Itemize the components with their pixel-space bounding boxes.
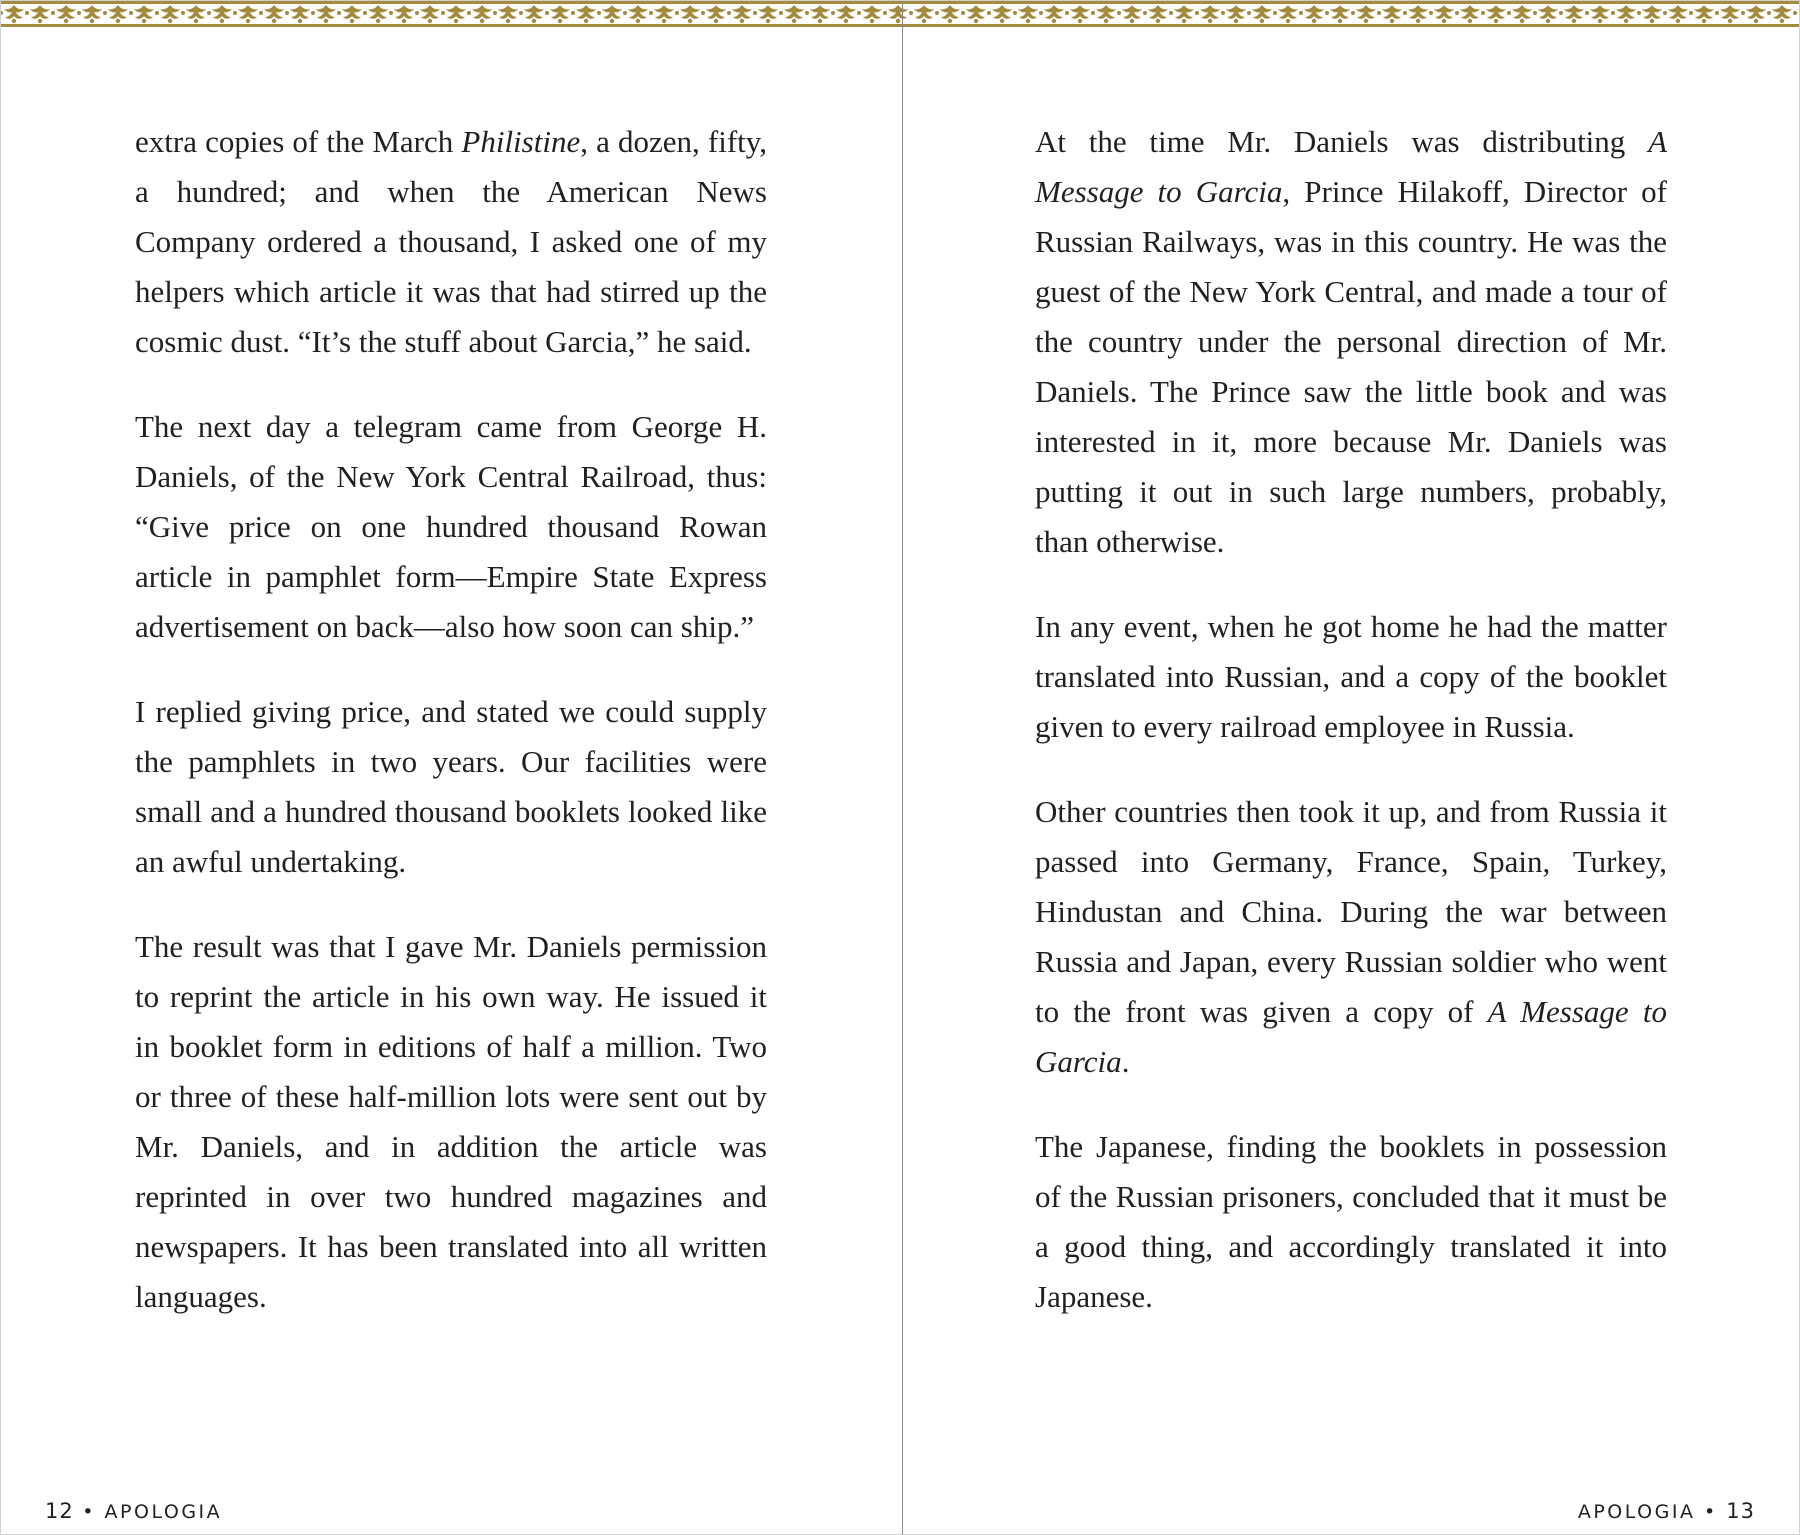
left-page-body [135, 117, 767, 1357]
text-run: The next day a telegram came from George H. Daniels, of the New York Central Railroad, thus: “Give price on one hundred thousand Rowan article in pamphlet form—Empire State Express advertisement on back—also how soon can ship.” [135, 409, 767, 644]
page-number: 12 [45, 1499, 74, 1523]
right-paragraph-1 [1035, 117, 1667, 567]
folio-separator: • [1704, 1501, 1718, 1523]
right-paragraph-4 [1035, 1122, 1667, 1322]
text-run: , Prince Hilakoff, Director of Russian Railways, was in this country. He was the guest of the New York Central, and made a tour of the country under the personal direction of Mr. Daniels. The Prince saw the little book and was interested in it, more because Mr. Daniels was putting it out in such large numbers, probably, than otherwise. [1035, 174, 1667, 559]
page-number: 13 [1726, 1499, 1755, 1523]
right-folio [1578, 1499, 1755, 1523]
text-run: The result was that I gave Mr. Daniels permission to reprint the article in his own way. He issued it in booklet form in editions of half a million. Two or three of these half-million lots were sent out by Mr. Daniels, and in addition the article was reprinted in over two hundred magazines and newspapers. It has been translated into all written languages. [135, 929, 767, 1314]
folio-separator: • [82, 1501, 96, 1523]
italic-title-run: A Message to Garcia [1035, 124, 1667, 209]
left-paragraph-1 [135, 117, 767, 367]
text-run: extra copies of the March [135, 124, 462, 159]
text-run: At the time Mr. Daniels was distributing [1035, 124, 1649, 159]
text-run: , a dozen, fifty, a hundred; and when the American News Company ordered a thousand, I asked one of my helpers which article it was that had stirred up the cosmic dust. “It’s the stuff about Garcia,” he said. [135, 124, 767, 359]
text-run: In any event, when he got home he had the matter translated into Russian, and a copy of the booklet given to every railroad employee in Russia. [1035, 609, 1667, 744]
left-folio [45, 1499, 222, 1523]
text-run: I replied giving price, and stated we could supply the pamphlets in two years. Our facilities were small and a hundred thousand booklets looked like an awful undertaking. [135, 694, 767, 879]
italic-title-run: Philistine [461, 124, 581, 159]
text-run: The Japanese, finding the booklets in possession of the Russian prisoners, concluded that it must be a good thing, and accordingly translated it into Japanese. [1035, 1129, 1667, 1314]
running-head: APOLOGIA [104, 1501, 223, 1523]
left-paragraph-2 [135, 402, 767, 652]
italic-title-run: A Message to Garcia [1035, 994, 1667, 1079]
right-page-body [1035, 117, 1667, 1357]
right-page [903, 1, 1800, 1535]
right-paragraph-3 [1035, 787, 1667, 1087]
right-paragraph-2 [1035, 602, 1667, 752]
running-head: APOLOGIA [1577, 1501, 1696, 1523]
left-paragraph-4 [135, 922, 767, 1322]
text-run: . [1121, 1044, 1130, 1079]
left-paragraph-3 [135, 687, 767, 887]
text-run: Other countries then took it up, and from Russia it passed into Germany, France, Spain, Turkey, Hindustan and China. During the war between Russia and Japan, every Russian soldier who went to the front was given a copy of [1035, 794, 1667, 1029]
left-page [1, 1, 902, 1535]
